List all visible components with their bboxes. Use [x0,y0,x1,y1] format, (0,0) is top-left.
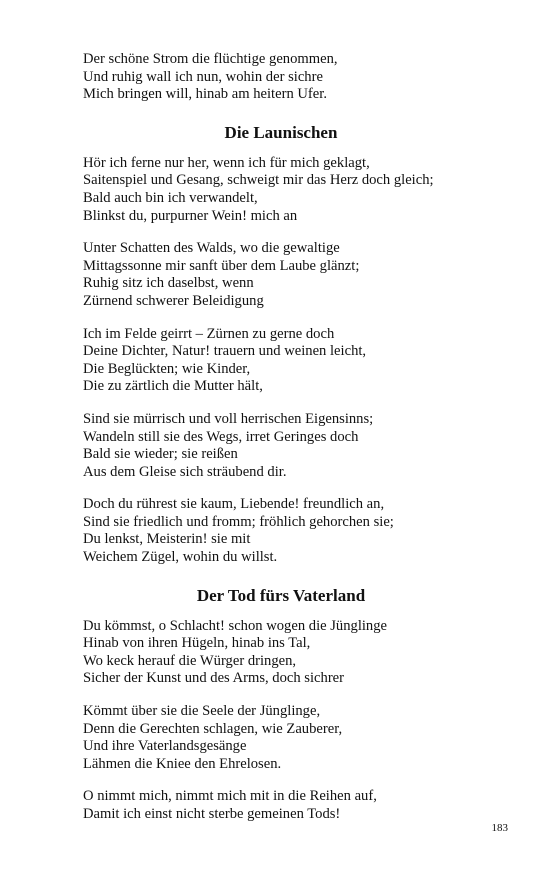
stanza [83,496,523,566]
verse-line: Mittagssonne mir sanft über dem Laube glänzt; [83,257,360,274]
verse-line: Die zu zärtlich die Mutter hält, [83,378,263,395]
poem-title: Die Launischen [224,122,338,142]
verse-line: Und ihre Vaterlandsgesänge [83,738,247,755]
verse-line: Die Beglückten; wie Kinder, [83,360,251,377]
stanza [83,703,523,773]
stanza [83,411,523,481]
verse-line: Der schöne Strom die flüchtige genommen, [83,51,338,67]
page-body [83,51,523,839]
verse-line: Deine Dichter, Natur! trauern und weinen leicht, [83,343,367,360]
verse-line: Weichem Zügel, wohin du willst. [83,549,278,566]
poem-title: Der Tod fürs Vaterland [196,585,366,605]
verse-line: Und ruhig wall ich nun, wohin der sichre [83,68,323,85]
verse-line: O nimmt mich, nimmt mich mit in die Reihen auf, [83,788,377,805]
stanza [83,155,523,225]
verse-line: Blinkst du, purpurner Wein! mich an [83,207,298,224]
verse-line: Bald sie wieder; sie reißen [83,446,238,463]
verse-line: Unter Schatten des Walds, wo die gewaltige [83,240,340,257]
verse-line: Sind sie friedlich und fromm; fröhlich gehorchen sie; [83,513,394,530]
verse-line: Aus dem Gleise sich sträubend dir. [83,463,287,480]
verse-line: Du lenkst, Meisterin! sie mit [83,531,251,548]
verse-line: Wo keck herauf die Würger dringen, [83,652,297,669]
verse-line: Kömmt über sie die Seele der Jünglinge, [83,703,321,720]
verse-line: Saitenspiel und Gesang, schweigt mir das Herz doch gleich; [83,172,434,189]
verse-line: Sind sie mürrisch und voll herrischen Eigensinns; [83,410,374,427]
verse-line: Ich im Felde geirrt – Zürnen zu gerne doch [83,325,335,342]
poem-der-tod-fuers-vaterland [83,585,523,824]
page-number: 183 [491,822,508,834]
verse-line: Zürnend schwerer Beleidigung [83,292,264,309]
stanza [83,240,523,310]
verse-line: Du kömmst, o Schlacht! schon wogen die Jünglinge [83,617,387,634]
verse-line: Sicher der Kunst und des Arms, doch sichrer [83,670,345,687]
verse-line: Lähmen die Kniee den Ehrelosen. [83,755,282,772]
poem-die-launischen [83,122,523,585]
opening-stanza [83,51,523,104]
stanza [83,326,523,396]
verse-line: Hör ich ferne nur her, wenn ich für mich geklagt, [83,154,370,171]
verse-line: Mich bringen will, hinab am heitern Ufer. [83,86,327,103]
stanza [83,788,523,823]
verse-line: Doch du rührest sie kaum, Liebende! freundlich an, [83,496,385,513]
verse-line: Wandeln still sie des Wegs, irret Geringes doch [83,428,359,445]
verse-line: Denn die Gerechten schlagen, wie Zauberer, [83,720,343,737]
verse-line: Bald auch bin ich verwandelt, [83,189,258,206]
verse-line: Hinab von ihren Hügeln, hinab ins Tal, [83,635,311,652]
stanza [83,618,523,688]
verse-line: Damit ich einst nicht sterbe gemeinen Tods! [83,806,341,822]
verse-line: Ruhig sitz ich daselbst, wenn [83,275,254,292]
